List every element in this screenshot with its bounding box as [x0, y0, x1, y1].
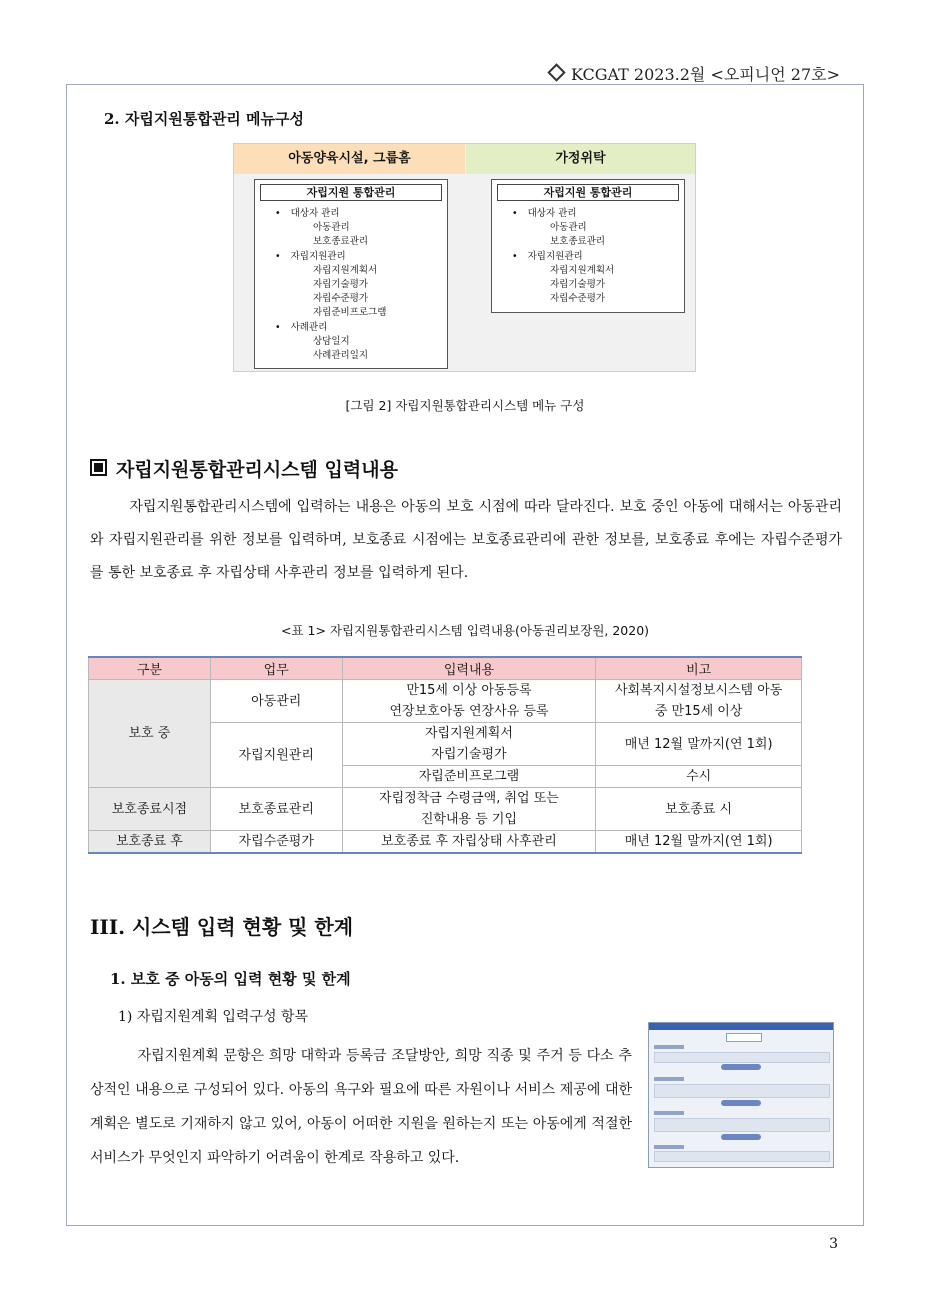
form-button [721, 1064, 761, 1070]
table-header-cell: 업무 [210, 657, 342, 680]
table-header-row [89, 657, 802, 680]
note-cell: 매년 12월 말까지(연 1회) [596, 723, 802, 766]
form-section-marker [654, 1111, 684, 1115]
form-section-marker [654, 1077, 684, 1081]
cell-line: 진학내용 등 기입 [420, 812, 518, 827]
page-number: 3 [829, 1236, 838, 1252]
page-header [550, 62, 840, 85]
menu-item: 자립기술평가 [313, 278, 369, 290]
menu-left-heading: 아동양육시설, 그룹홈 [234, 144, 465, 174]
note-cell: 매년 12월 말까지(연 1회) [596, 831, 802, 854]
menu-item: • 자립지원관리 [255, 250, 447, 264]
table-row [89, 680, 802, 723]
menu-item: 자립지원계획서 [313, 264, 378, 276]
note-cell: 수시 [596, 766, 802, 788]
form-button [721, 1100, 761, 1106]
menu-item: 아동관리 [550, 222, 587, 234]
content-cell [342, 723, 596, 766]
task-cell: 자립지원관리 [210, 723, 342, 788]
task-cell: 자립수준평가 [210, 831, 342, 854]
form-row [654, 1118, 830, 1132]
menu-right-box [491, 179, 685, 313]
paragraph-text: 자립지원계획 문항은 희망 대학과 등록금 조달방안, 희망 직종 및 주거 등 다소 추상적인 내용으로 구성되어 있다. 아동의 욕구와 필요에 따른 자원이나 서비스 제공에 대한 계획은 별도로 기재하지 않고 있어, 아동이 어떠한 지원을 원하는지 또는 아동에게 적절한 서비스가 무엇인지 파악하기 어려움이 한계로 작용하고 있다. [90, 1048, 632, 1166]
menu-item: 보호종료관리 [313, 236, 369, 248]
cell-line: 자립기술평가 [431, 747, 507, 762]
section-3-title: III. 시스템 입력 현황 및 한계 [90, 915, 354, 939]
form-button [721, 1134, 761, 1140]
system-screenshot-image [648, 1022, 834, 1168]
menu-right-items [492, 207, 684, 306]
group-cell: 보호 중 [89, 680, 211, 788]
menu-left-items [255, 207, 447, 363]
table-row [89, 788, 802, 831]
input-section-title: 자립지원통합관리시스템 입력내용 [116, 459, 398, 481]
menu-item: 자립기술평가 [550, 278, 606, 290]
input-section-heading [90, 455, 398, 482]
window-tab [726, 1033, 762, 1042]
menu-left-box [254, 179, 448, 369]
form-row [654, 1084, 830, 1098]
header-text: KCGAT 2023.2월 <오피니언 27호> [570, 65, 840, 84]
menu-right-heading: 가정위탁 [466, 144, 695, 174]
cell-line: 만15세 이상 아동등록 [406, 683, 532, 698]
note-cell [596, 680, 802, 723]
menu-figure [233, 143, 696, 372]
section-2-title: 2. 자립지원통합관리 메뉴구성 [104, 110, 304, 128]
group-cell: 보호종료시점 [89, 788, 211, 831]
content-cell [342, 680, 596, 723]
table-header-cell: 비고 [596, 657, 802, 680]
cell-line: 사회복지시설정보시스템 아동 [614, 683, 783, 698]
cell-line: 중 만15세 이상 [654, 704, 743, 719]
input-section-paragraph [90, 491, 842, 590]
menu-right-box-title: 자립지원 통합관리 [497, 184, 679, 201]
cell-line: 자립지원계획서 [425, 726, 513, 741]
paragraph-text: 자립지원통합관리시스템에 입력하는 내용은 아동의 보호 시점에 따라 달라진다. 보호 중인 아동에 대해서는 아동관리와 자립지원관리를 위한 정보를 입력하며, 보호종료 시점에는 보호종료관리에 관한 정보를, 보호종료 후에는 자립수준평가를 통한 보호종료 후 자립상태 사후관리 정보를 입력하게 된다. [90, 499, 842, 581]
task-cell: 보호종료관리 [210, 788, 342, 831]
table-caption: <표 1> 자립지원통합관리시스템 입력내용(아동권리보장원, 2020) [280, 623, 650, 638]
input-content-table [88, 656, 802, 854]
form-section-marker [654, 1045, 684, 1049]
menu-item: 자립수준평가 [313, 293, 369, 305]
menu-item: 아동관리 [313, 222, 350, 234]
menu-item: 사례관리일지 [313, 349, 369, 361]
form-section-marker [654, 1145, 684, 1149]
group-cell: 보호종료 후 [89, 831, 211, 854]
table-header-cell: 입력내용 [342, 657, 596, 680]
content-cell: 보호종료 후 자립상태 사후관리 [342, 831, 596, 854]
menu-item: 자립준비프로그램 [313, 307, 387, 319]
figure-caption: [그림 2] 자립지원통합관리시스템 메뉴 구성 [345, 398, 585, 413]
menu-item: 자립수준평가 [550, 293, 606, 305]
filled-square-icon [90, 459, 107, 476]
menu-left-box-title: 자립지원 통합관리 [260, 184, 442, 201]
menu-item: • 사례관리 [255, 321, 447, 335]
cell-line: 자립정착금 수령금액, 취업 또는 [379, 791, 559, 806]
menu-item: 자립지원계획서 [550, 264, 615, 276]
task-cell: 아동관리 [210, 680, 342, 723]
form-row [654, 1151, 830, 1162]
window-titlebar [649, 1023, 833, 1030]
cell-line: 연장보호아동 연장사유 등록 [389, 704, 549, 719]
menu-item: • 자립지원관리 [492, 250, 684, 264]
note-cell: 보호종료 시 [596, 788, 802, 831]
content-cell [342, 788, 596, 831]
form-row [654, 1052, 830, 1063]
subsection-1-title: 1. 보호 중 아동의 입력 현황 및 한계 [110, 970, 351, 988]
content-cell: 자립준비프로그램 [342, 766, 596, 788]
menu-item: • 대상자 관리 [492, 207, 684, 221]
table-row [89, 831, 802, 854]
menu-item: 상담일지 [313, 335, 350, 347]
subsection-1-1-title: 1) 자립지원계획 입력구성 항목 [118, 1009, 309, 1025]
diamond-icon [547, 63, 565, 81]
section-3-paragraph [90, 1039, 632, 1175]
table-header-cell: 구분 [89, 657, 211, 680]
menu-item: • 대상자 관리 [255, 207, 447, 221]
menu-item: 보호종료관리 [550, 236, 606, 248]
